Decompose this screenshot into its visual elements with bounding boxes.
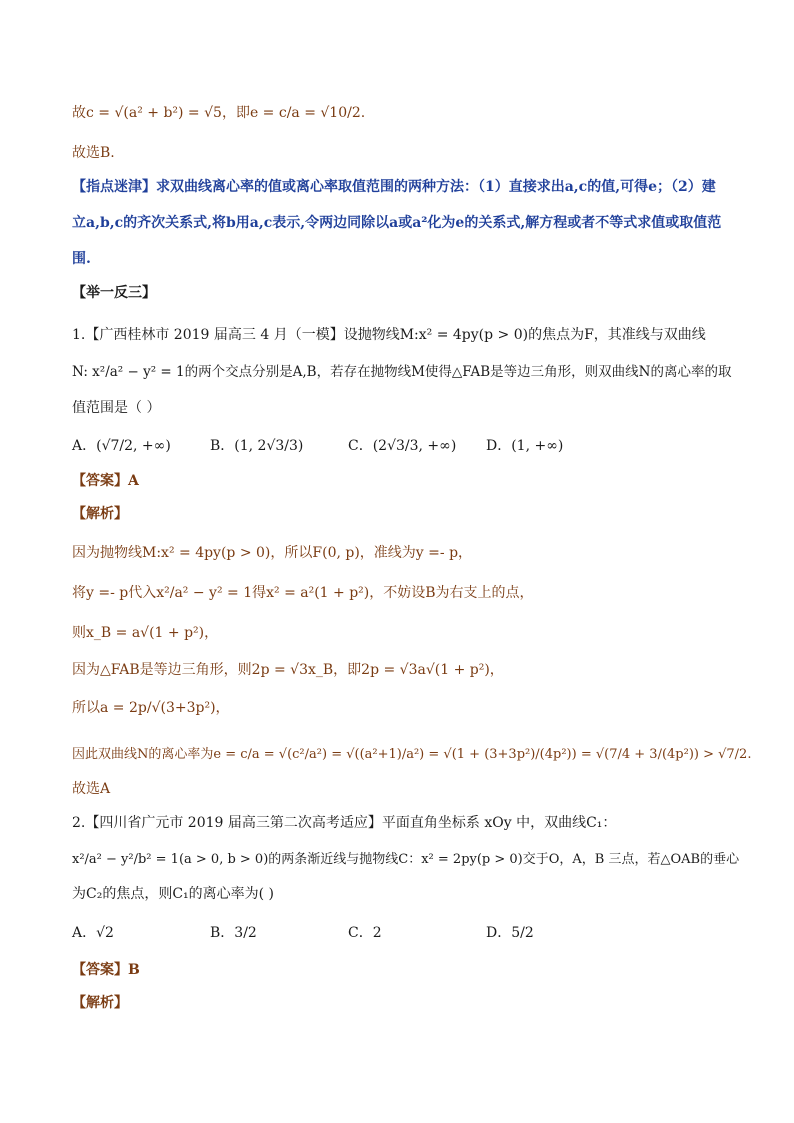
problem1-option-b: B．(1, 2√3/3) [210, 438, 304, 454]
solution-step-3: 则x_B = a√(1 + p²)， [72, 625, 219, 641]
problem1-option-a: A．(√7/2, +∞) [72, 438, 171, 454]
problem2-line-2: x²/a² − y²/b² = 1(a > 0, b > 0)的两条渐近线与抛物线C：x² = 2py(p > 0)交于O，A，B 三点，若△OAB的垂心 [72, 852, 740, 867]
problem1-line-3: 值范围是（ ） [72, 400, 161, 416]
problem1-analysis-heading: 【解析】 [72, 506, 128, 522]
solution-step-1: 因为抛物线M:x² = 4py(p > 0)，所以F(0, p)，准线为y =- p， [72, 545, 473, 561]
solution-step-2: 将y =- p代入x²/a² − y² = 1得x² = a²(1 + p²)，不妨设B为右支上的点， [72, 585, 534, 601]
tip-line-1: 【指点迷津】求双曲线离心率的值或离心率取值范围的两种方法：（1）直接求出a,c的值,可得e；（2）建 [72, 179, 716, 195]
problem2-answer: 【答案】B [72, 962, 140, 978]
problem2-option-c: C．2 [348, 925, 382, 941]
solution-step-7: 故选A [72, 781, 111, 797]
solution-step-6: 因此双曲线N的离心率为e = c/a = √(c²/a²) = √((a²+1)/a²) = √(1 + (3+3p²)/(4p²)) = √(7/4 + 3/(4p²)) > √7/2. [72, 747, 752, 762]
problem2-option-a: A．√2 [72, 925, 114, 941]
problem1-line-2: N: x²/a² − y² = 1的两个交点分别是A,B，若存在抛物线M使得△FAB是等边三角形，则双曲线N的离心率的取 [72, 364, 732, 380]
solution-line-eccentricity: 故c = √(a² + b²) = √5，即e = c/a = √10/2. [72, 105, 366, 121]
problem1-line-1: 1.【广西桂林市 2019 届高三 4 月（一模】设抛物线M:x² = 4py(p > 0)的焦点为F，其准线与双曲线 [72, 327, 706, 343]
solution-step-4: 因为△FAB是等边三角形，则2p = √3x_B，即2p = √3a√(1 + p²)， [72, 662, 504, 678]
tip-line-2: 立a,b,c的齐次关系式,将b用a,c表示,令两边同除以a或a²化为e的关系式,解方程或者不等式求值或取值范 [72, 215, 722, 231]
section-heading: 【举一反三】 [72, 285, 156, 301]
problem2-analysis-heading: 【解析】 [72, 995, 128, 1011]
problem2-option-b: B．3/2 [210, 925, 257, 941]
tip-line-3: 围. [72, 251, 91, 267]
solution-step-5: 所以a = 2p/√(3+3p²)， [72, 700, 230, 716]
problem2-option-d: D．5/2 [486, 925, 534, 941]
problem1-option-c: C．(2√3/3, +∞) [348, 438, 457, 454]
problem1-option-d: D．(1, +∞) [486, 438, 564, 454]
problem1-answer: 【答案】A [72, 473, 139, 489]
problem2-line-3: 为C₂的焦点，则C₁的离心率为( ) [72, 886, 275, 902]
problem2-line-1: 2.【四川省广元市 2019 届高三第二次高考适应】平面直角坐标系 xOy 中，双曲线C₁： [72, 815, 617, 831]
choose-b-line: 故选B. [72, 145, 115, 161]
